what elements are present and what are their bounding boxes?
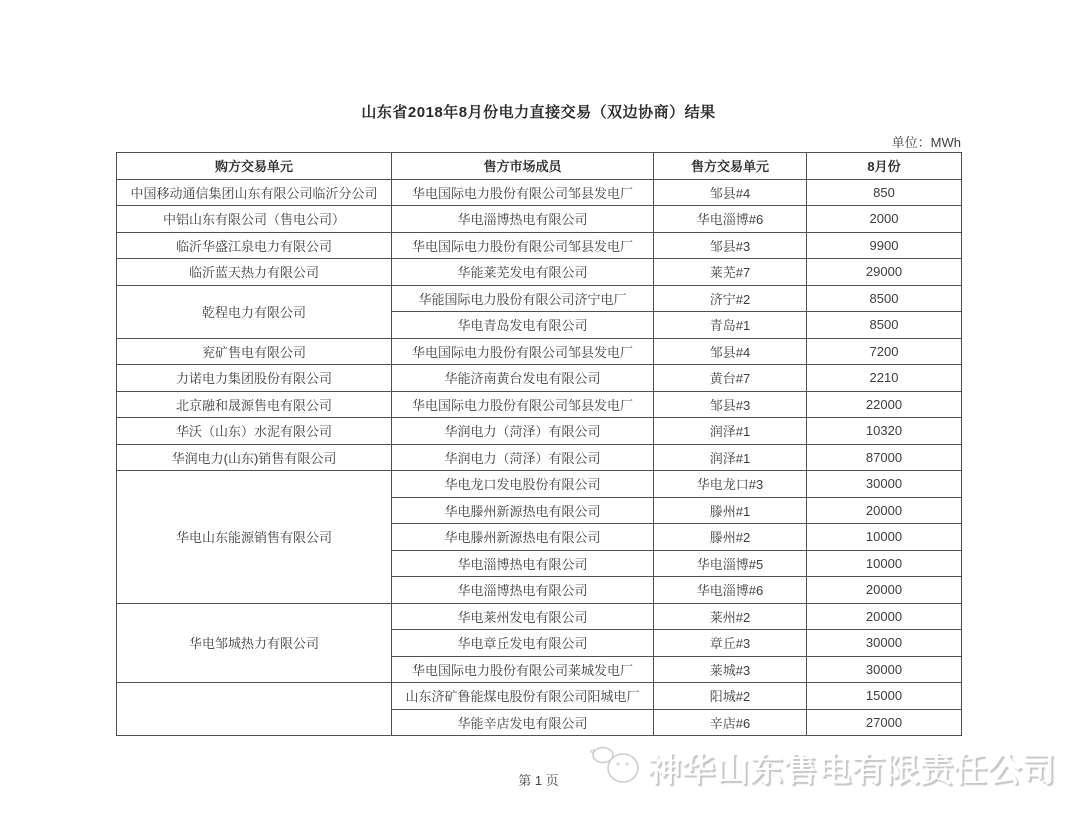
seller-member-cell: 华电淄博热电有限公司 [392,550,654,577]
buyer-cell: 中国移动通信集团山东有限公司临沂分公司 [117,179,392,206]
seller-unit-cell: 邹县#4 [654,338,807,365]
seller-unit-cell: 青岛#1 [654,312,807,339]
unit-label: 单位：MWh [891,135,961,150]
volume-cell: 27000 [807,709,962,736]
table-row [117,179,962,206]
volume-cell: 30000 [807,471,962,498]
volume-cell: 15000 [807,683,962,710]
table-row [117,471,962,498]
seller-member-cell: 华电青岛发电有限公司 [392,312,654,339]
volume-cell: 20000 [807,603,962,630]
seller-unit-cell: 华电淄博#6 [654,577,807,604]
seller-unit-cell: 阳城#2 [654,683,807,710]
buyer-cell: 华润电力(山东)销售有限公司 [117,444,392,471]
seller-member-cell: 华电滕州新源热电有限公司 [392,524,654,551]
volume-cell: 10320 [807,418,962,445]
company-watermark [590,744,1056,791]
table-row [117,418,962,445]
seller-unit-cell: 华电龙口#3 [654,471,807,498]
company-watermark-text: 神华山东售电有限责任公司 [648,751,1056,788]
table-row [117,444,962,471]
seller-member-cell: 华电国际电力股份有限公司邹县发电厂 [392,232,654,259]
buyer-cell: 华电山东能源销售有限公司 [117,471,392,604]
volume-cell: 30000 [807,656,962,683]
seller-unit-cell: 黄台#7 [654,365,807,392]
seller-unit-cell: 滕州#1 [654,497,807,524]
trade-table-body [117,179,962,736]
seller-unit-cell: 辛店#6 [654,709,807,736]
seller-member-cell: 华电滕州新源热电有限公司 [392,497,654,524]
seller-unit-cell: 莱州#2 [654,603,807,630]
seller-unit-cell: 华电淄博#6 [654,206,807,233]
buyer-cell: 华沃（山东）水泥有限公司 [117,418,392,445]
page-number: 第 1 页 [518,773,559,788]
volume-cell: 87000 [807,444,962,471]
volume-cell: 9900 [807,232,962,259]
column-header-august: 8月份 [807,153,962,180]
seller-unit-cell: 邹县#3 [654,391,807,418]
buyer-cell: 华电邹城热力有限公司 [117,603,392,683]
volume-cell: 22000 [807,391,962,418]
buyer-cell: 力诺电力集团股份有限公司 [117,365,392,392]
seller-member-cell: 华能济南黄台发电有限公司 [392,365,654,392]
seller-member-cell: 华电国际电力股份有限公司邹县发电厂 [392,179,654,206]
seller-member-cell: 华润电力（菏泽）有限公司 [392,444,654,471]
seller-member-cell: 华电国际电力股份有限公司邹县发电厂 [392,338,654,365]
dove-logo-icon [590,744,644,791]
table-row [117,603,962,630]
table-row [117,365,962,392]
volume-cell: 8500 [807,285,962,312]
seller-unit-cell: 华电淄博#5 [654,550,807,577]
buyer-cell: 乾程电力有限公司 [117,285,392,338]
seller-member-cell: 华电龙口发电股份有限公司 [392,471,654,498]
buyer-cell: 临沂华盛江泉电力有限公司 [117,232,392,259]
table-row [117,391,962,418]
seller-member-cell: 华电莱州发电有限公司 [392,603,654,630]
column-header-seller-member: 售方市场成员 [392,153,654,180]
volume-cell: 850 [807,179,962,206]
seller-member-cell: 华润电力（菏泽）有限公司 [392,418,654,445]
seller-member-cell: 华能国际电力股份有限公司济宁电厂 [392,285,654,312]
buyer-cell: 北京融和晟源售电有限公司 [117,391,392,418]
seller-member-cell: 山东济矿鲁能煤电股份有限公司阳城电厂 [392,683,654,710]
seller-member-cell: 华电淄博热电有限公司 [392,577,654,604]
buyer-cell [117,683,392,736]
volume-cell: 20000 [807,497,962,524]
seller-unit-cell: 润泽#1 [654,444,807,471]
seller-unit-cell: 润泽#1 [654,418,807,445]
seller-unit-cell: 莱芜#7 [654,259,807,286]
volume-cell: 29000 [807,259,962,286]
table-row [117,338,962,365]
table-row [117,285,962,312]
seller-unit-cell: 邹县#3 [654,232,807,259]
seller-member-cell: 华电国际电力股份有限公司邹县发电厂 [392,391,654,418]
volume-cell: 2000 [807,206,962,233]
seller-member-cell: 华能辛店发电有限公司 [392,709,654,736]
seller-unit-cell: 滕州#2 [654,524,807,551]
table-row [117,259,962,286]
seller-member-cell: 华电国际电力股份有限公司莱城发电厂 [392,656,654,683]
seller-unit-cell: 章丘#3 [654,630,807,657]
volume-cell: 2210 [807,365,962,392]
seller-unit-cell: 莱城#3 [654,656,807,683]
seller-member-cell: 华能莱芜发电有限公司 [392,259,654,286]
table-row [117,683,962,710]
table-header-row [117,153,962,180]
buyer-cell: 兖矿售电有限公司 [117,338,392,365]
volume-cell: 7200 [807,338,962,365]
table-row [117,232,962,259]
volume-cell: 10000 [807,550,962,577]
seller-unit-cell: 济宁#2 [654,285,807,312]
buyer-cell: 中铝山东有限公司（售电公司） [117,206,392,233]
table-row [117,206,962,233]
trade-results-table [116,152,962,736]
volume-cell: 10000 [807,524,962,551]
column-header-buyer: 购方交易单元 [117,153,392,180]
volume-cell: 20000 [807,577,962,604]
volume-cell: 30000 [807,630,962,657]
buyer-cell: 临沂蓝天热力有限公司 [117,259,392,286]
page-title: 山东省2018年8月份电力直接交易（双边协商）结果 [361,104,716,121]
volume-cell: 8500 [807,312,962,339]
seller-unit-cell: 邹县#4 [654,179,807,206]
seller-member-cell: 华电淄博热电有限公司 [392,206,654,233]
seller-member-cell: 华电章丘发电有限公司 [392,630,654,657]
column-header-seller-unit: 售方交易单元 [654,153,807,180]
